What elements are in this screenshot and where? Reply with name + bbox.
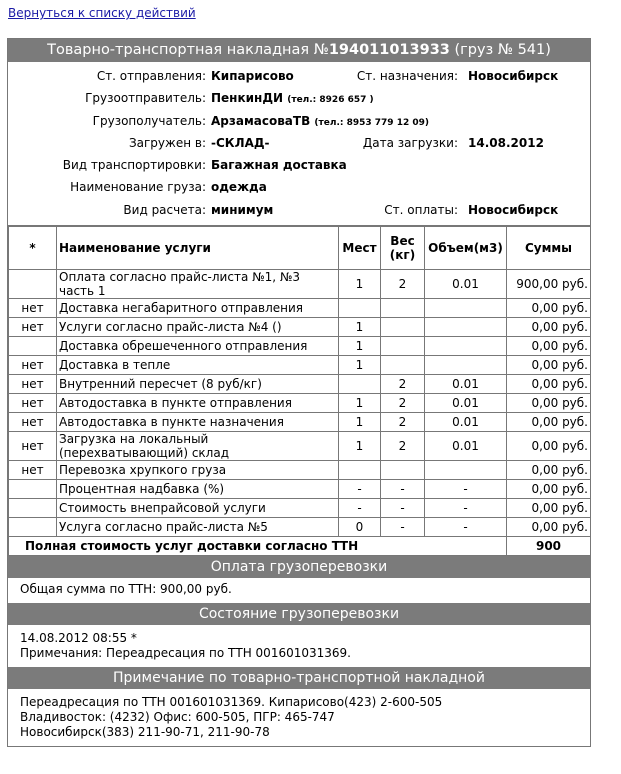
row-service-name: Оплата согласно прайс-листа №1, №3 часть 1 [57,270,339,299]
row-places: 1 [339,413,381,432]
row-sum: 0,00 руб. [507,375,591,394]
row-sum: 0,00 руб. [507,499,591,518]
row-places [339,375,381,394]
col-header-flag: * [9,227,57,270]
row-volume: 0.01 [425,375,507,394]
row-flag: нет [9,461,57,480]
row-places [339,461,381,480]
departure-value: Кипарисово [211,69,294,83]
table-row [9,318,591,337]
row-service-name: Загрузка на локальный (перехватывающий) склад [57,432,339,461]
row-volume [425,318,507,337]
transport-value: Багажная доставка [211,158,347,173]
sender-label: Грузоотправитель: [85,91,206,106]
row-service-name: Внутренний пересчет (8 руб/кг) [57,375,339,394]
row-weight: 2 [381,394,425,413]
row-places: - [339,480,381,499]
row-service-name: Доставка обрешеченного отправления [57,337,339,356]
departure-label: Ст. отправления: [96,69,206,83]
row-volume [425,461,507,480]
row-sum: 0,00 руб. [507,299,591,318]
row-volume: 0.01 [425,432,507,461]
row-service-name: Доставка негабаритного отправления [57,299,339,318]
row-sum: 0,00 руб. [507,461,591,480]
row-places: - [339,499,381,518]
row-weight [381,356,425,375]
payment-station-label: Ст. оплаты: [384,202,458,217]
goods-value: одежда [211,180,267,195]
services-table [8,226,591,556]
table-row [9,499,591,518]
loaded-value: -СКЛАД- [211,135,270,150]
row-volume: 0.01 [425,413,507,432]
invoice-panel [7,38,591,747]
row-places: 1 [339,394,381,413]
destination-value: Новосибирск [468,69,559,83]
row-volume [425,356,507,375]
table-row [9,413,591,432]
receiver-label: Грузополучатель: [92,113,206,128]
row-places: 1 [339,318,381,337]
col-header-volume: Объем(м3) [425,227,507,270]
row-flag [9,270,57,299]
row-service-name: Автодоставка в пункте отправления [57,394,339,413]
row-weight: - [381,480,425,499]
row-volume: - [425,499,507,518]
row-volume: 0.01 [425,394,507,413]
row-flag: нет [9,432,57,461]
note-line-2: Владивосток: (4232) Офис: 600-505, ПГР: 465-747 [20,710,335,725]
row-weight [381,318,425,337]
table-row [9,461,591,480]
row-flag: нет [9,394,57,413]
goods-label: Наименование груза: [70,180,206,195]
calc-label: Вид расчета: [123,202,206,217]
row-sum: 0,00 руб. [507,432,591,461]
payment-section-title: Оплата грузоперевозки [8,556,590,578]
row-service-name: Услуга согласно прайс-листа №5 [57,518,339,537]
status-section-title: Состояние грузоперевозки [8,603,590,625]
row-places: 1 [339,356,381,375]
status-datetime: 14.08.2012 08:55 * [20,631,137,646]
sender-phone: (тел.: 8926 657 ) [287,95,374,106]
row-sum: 0,00 руб. [507,318,591,337]
title-prefix: Товарно-транспортная накладная № [47,42,329,58]
invoice-number: 194011013933 [328,42,450,58]
row-service-name: Стоимость внепрайсовой услуги [57,499,339,518]
table-row [9,375,591,394]
loaded-label: Загружен в: [128,135,206,150]
cargo-number: (груз № 541) [454,42,551,58]
row-weight: 2 [381,432,425,461]
destination-label: Ст. назначения: [356,69,458,83]
row-sum: 0,00 руб. [507,413,591,432]
col-header-places: Мест [339,227,381,270]
row-weight [381,299,425,318]
row-sum: 0,00 руб. [507,480,591,499]
table-row [9,356,591,375]
table-row [9,394,591,413]
receiver-phone: (тел.: 8953 779 12 09) [314,117,429,128]
row-volume: - [425,518,507,537]
row-flag: нет [9,375,57,394]
row-weight: - [381,518,425,537]
row-volume [425,337,507,356]
row-flag [9,499,57,518]
row-flag: нет [9,318,57,337]
row-service-name: Перевозка хрупкого груза [57,461,339,480]
row-places: 1 [339,337,381,356]
row-service-name: Автодоставка в пункте назначения [57,413,339,432]
row-sum: 0,00 руб. [507,337,591,356]
status-section [8,625,590,667]
note-section [8,689,590,746]
table-row [9,518,591,537]
payment-section [8,578,590,603]
sender-value: ПенкинДИ [211,91,284,106]
row-flag [9,480,57,499]
row-flag: нет [9,299,57,318]
row-places: 1 [339,270,381,299]
table-row [9,480,591,499]
total-value: 900 [507,537,591,556]
row-service-name: Услуги согласно прайс-листа №4 () [57,318,339,337]
col-header-sum: Суммы [507,227,591,270]
row-flag [9,518,57,537]
row-flag: нет [9,356,57,375]
row-flag [9,337,57,356]
status-note: Примечания: Переадресация по ТТН 001601031369. [20,646,351,661]
row-flag: нет [9,413,57,432]
row-volume: 0.01 [425,270,507,299]
row-places: 0 [339,518,381,537]
total-label: Полная стоимость услуг доставки согласно ТТН [9,537,507,556]
row-weight [381,461,425,480]
row-weight [381,337,425,356]
row-service-name: Доставка в тепле [57,356,339,375]
row-volume: - [425,480,507,499]
row-sum: 0,00 руб. [507,356,591,375]
table-row [9,299,591,318]
row-weight: 2 [381,270,425,299]
table-row [9,432,591,461]
row-places: 1 [339,432,381,461]
invoice-info [8,62,590,226]
row-volume [425,299,507,318]
row-places [339,299,381,318]
back-to-actions-link[interactable]: Вернуться к списку действий [8,6,196,20]
total-row [9,537,591,556]
table-row [9,337,591,356]
transport-label: Вид транспортировки: [62,158,206,173]
row-sum: 900,00 руб. [507,270,591,299]
load-date-label: Дата загрузки: [362,135,458,150]
payment-total-text: Общая сумма по ТТН: 900,00 руб. [20,582,232,597]
col-header-service: Наименование услуги [57,227,339,270]
row-sum: 0,00 руб. [507,394,591,413]
col-header-weight: Вес (кг) [381,227,425,270]
load-date-value: 14.08.2012 [468,135,544,150]
note-section-title: Примечание по товарно-транспортной накладной [8,667,590,689]
row-weight: 2 [381,375,425,394]
note-line-3: Новосибирск(383) 211-90-71, 211-90-78 [20,725,270,740]
row-weight: - [381,499,425,518]
row-weight: 2 [381,413,425,432]
table-row [9,270,591,299]
payment-station-value: Новосибирск [468,202,559,217]
invoice-title [8,39,590,62]
row-service-name: Процентная надбавка (%) [57,480,339,499]
calc-value: минимум [211,202,274,217]
row-sum: 0,00 руб. [507,518,591,537]
table-header-row [9,227,591,270]
note-line-1: Переадресация по ТТН 001601031369. Кипарисово(423) 2-600-505 [20,695,443,710]
receiver-value: АрзамасоваТВ [211,113,311,128]
